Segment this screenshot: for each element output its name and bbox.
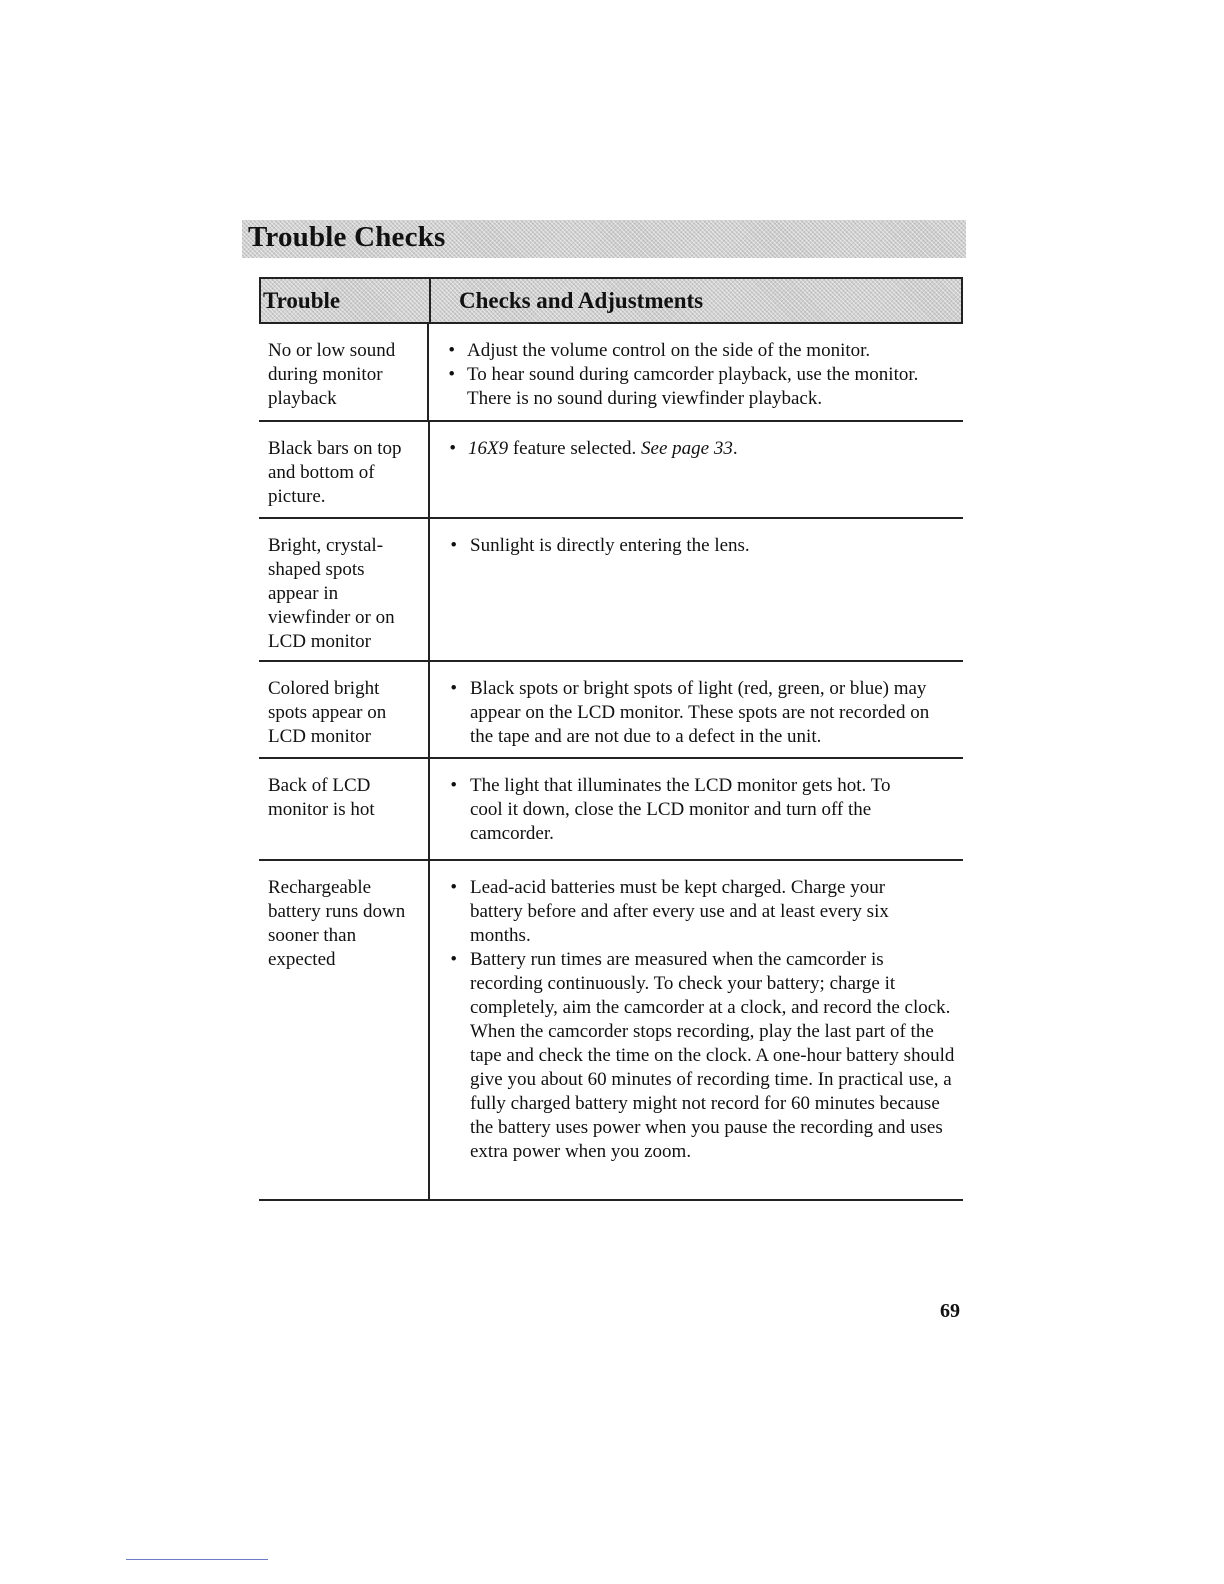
bullet-icon: • (450, 775, 457, 796)
bullet-icon: • (450, 678, 457, 699)
bullet-icon: • (449, 438, 456, 459)
trouble-cell: Bright, crystal-shaped spots appear in viewfinder or on LCD monitor (259, 519, 430, 660)
list-item: • 16X9 feature selected. See page 33. (430, 437, 957, 461)
trouble-checks-table (259, 277, 963, 1201)
list-item: • Lead-acid batteries must be kept charged. Charge your battery before and after every use and at least every six months. (430, 876, 957, 948)
checks-cell (430, 759, 963, 859)
list-item: • Adjust the volume control on the side of the monitor. (429, 339, 957, 363)
footer-divider (126, 1559, 268, 1560)
header-trouble: Trouble (261, 279, 431, 322)
section-title: Trouble Checks (248, 221, 446, 253)
table-row (259, 324, 963, 422)
list-item: • Black spots or bright spots of light (red, green, or blue) may appear on the LCD monitor. These spots are not recorded on the tape and are not due to a defect in the unit. (430, 677, 957, 749)
table-row (259, 861, 963, 1201)
list-item: • Battery run times are measured when the camcorder is recording continuously. To check your battery; charge it completely, aim the camcorder at a clock, and record the clock. When the camcorder stops recording, play the last part of the tape and check the time on the clock. A one-hour battery should give you about 60 minutes of recording time. In practical use, a fully charged battery might not record for 60 minutes because the battery uses power when you pause the recording and uses extra power when you zoom. (430, 948, 957, 1164)
checks-cell (430, 662, 963, 757)
table-row (259, 422, 963, 519)
table-row (259, 519, 963, 662)
trouble-cell: Back of LCD monitor is hot (259, 759, 430, 859)
list-item: • The light that illuminates the LCD monitor gets hot. To cool it down, close the LCD monitor and turn off the camcorder. (430, 774, 957, 846)
checks-cell (430, 422, 963, 517)
table-row (259, 759, 963, 861)
header-checks: Checks and Adjustments (459, 287, 704, 313)
bullet-icon: • (448, 364, 455, 385)
bullet-icon: • (450, 877, 457, 898)
bullet-icon: • (448, 340, 455, 361)
trouble-cell: Rechargeable battery runs down sooner than expected (259, 861, 430, 1199)
table-header (259, 277, 963, 324)
bullet-icon: • (450, 949, 457, 970)
checks-cell (430, 861, 963, 1199)
checks-cell (430, 519, 963, 660)
trouble-cell: Black bars on top and bottom of picture. (259, 422, 430, 517)
bullet-icon: • (450, 535, 457, 556)
list-item: • Sunlight is directly entering the lens. (430, 534, 957, 558)
checks-cell (429, 324, 963, 420)
trouble-cell: Colored bright spots appear on LCD monitor (259, 662, 430, 757)
list-item: • To hear sound during camcorder playback, use the monitor. There is no sound during viewfinder playback. (429, 363, 957, 411)
page-number: 69 (940, 1300, 960, 1322)
trouble-cell: No or low sound during monitor playback (259, 324, 429, 420)
table-row (259, 662, 963, 759)
